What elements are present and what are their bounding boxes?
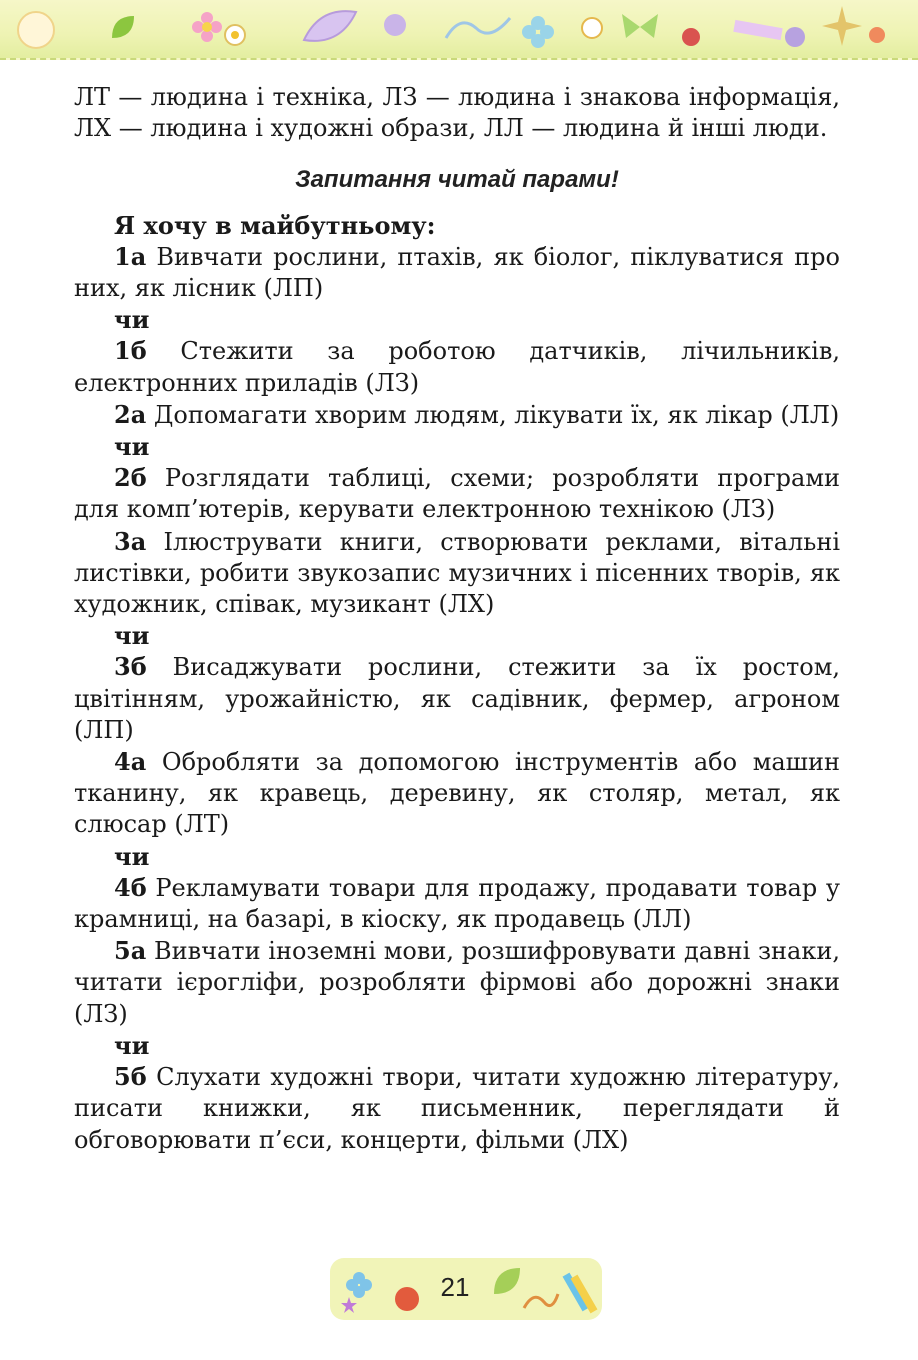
item-number: 1а xyxy=(114,241,147,271)
flower-icon xyxy=(190,10,224,44)
top-decorative-border xyxy=(0,0,918,60)
list-item xyxy=(74,935,840,1030)
item-text: Розглядати таблиці, схеми; розробляти програми для комп’ютерів, керувати електронною технікою (ЛЗ) xyxy=(74,464,840,524)
list-item xyxy=(74,526,840,621)
or-separator: чи xyxy=(114,1030,150,1060)
item-number: 3а xyxy=(114,526,147,556)
flower-icon xyxy=(520,14,556,50)
item-text: Стежити за роботою датчиків, лічильників, електронних приладів (ЛЗ) xyxy=(74,337,840,397)
list-item xyxy=(74,399,840,431)
flower-icon xyxy=(780,22,810,52)
list-item xyxy=(74,335,840,398)
item-text: Допомагати хворим людям, лікувати їх, як лікар (ЛЛ) xyxy=(153,400,840,429)
leaf-icon xyxy=(820,4,864,48)
item-text: Вивчати іноземні мови, розшифровувати давні знаки, читати ієрогліфи, розробляти фірмові або дорожні знаки (ЛЗ) xyxy=(74,937,840,1028)
item-number: 5б xyxy=(114,1062,147,1092)
berry-icon xyxy=(392,1284,422,1314)
item-text: Вивчати рослини, птахів, як біолог, піклуватися про них, як лісник (ЛП) xyxy=(74,242,840,303)
list-item xyxy=(74,462,840,525)
item-number: 4б xyxy=(114,872,147,902)
berry-icon xyxy=(680,26,702,48)
item-text: Слухати художні твори, читати художню літературу, писати книжки, як письменник, переглядати й обговорювати п’єси, концерти, фільми (ЛХ) xyxy=(74,1063,840,1154)
or-separator: чи xyxy=(114,432,150,462)
item-number: 3б xyxy=(114,652,147,682)
lead-line: Я хочу в майбутньому: xyxy=(114,210,436,240)
list-item xyxy=(74,651,840,746)
leaf-icon xyxy=(490,1264,524,1298)
item-text: Рекламувати товари для продажу, продавати товар у крамниці, на базарі, в кіоску, як продавець (ЛЛ) xyxy=(74,873,840,934)
star-icon xyxy=(340,1296,358,1314)
intro-paragraph: ЛТ — людина і техніка, ЛЗ — людина і знакова інформація, ЛХ — людина і художні образи, ЛЛ — людина й інші люди. xyxy=(74,83,840,143)
or-separator: чи xyxy=(114,305,150,335)
list-item xyxy=(74,872,840,935)
leaf-icon xyxy=(108,12,138,42)
list-item xyxy=(74,1061,840,1156)
list-item xyxy=(74,241,840,304)
berry-icon xyxy=(866,24,888,46)
item-number: 1б xyxy=(114,336,147,366)
section-heading: Запитання читай парами! xyxy=(295,166,619,194)
flower-icon xyxy=(578,14,606,42)
or-separator: чи xyxy=(114,621,150,651)
or-separator: чи xyxy=(114,841,150,871)
item-number: 4а xyxy=(114,747,147,777)
item-number: 2а xyxy=(114,399,147,429)
flower-icon xyxy=(380,10,410,40)
flower-icon xyxy=(14,8,58,52)
flower-icon xyxy=(222,22,248,48)
pencil-icon xyxy=(556,1270,600,1316)
item-number: 5а xyxy=(114,936,147,966)
item-text: Обробляти за допомогою інструментів або машин тканину, як кравець, деревину, як столяр, метал, як слюсар (ЛТ) xyxy=(74,748,840,839)
item-number: 2б xyxy=(114,463,147,493)
page-number: 21 xyxy=(440,1272,470,1302)
swirl-icon xyxy=(520,1288,560,1314)
butterfly-icon xyxy=(618,10,662,44)
page-content xyxy=(74,82,840,1156)
item-text: Ілюструвати книги, створювати реклами, вітальні листівки, робити звукозапис музичних і пісенних творів, як художник, співак, музикант (ЛХ) xyxy=(74,527,840,619)
swirl-icon xyxy=(440,10,520,46)
item-text: Висаджувати рослини, стежити за їх ростом, цвітінням, урожайністю, як садівник, фермер, агроном (ЛП) xyxy=(74,653,840,744)
list-item xyxy=(74,746,840,841)
leaf-icon xyxy=(300,6,360,46)
